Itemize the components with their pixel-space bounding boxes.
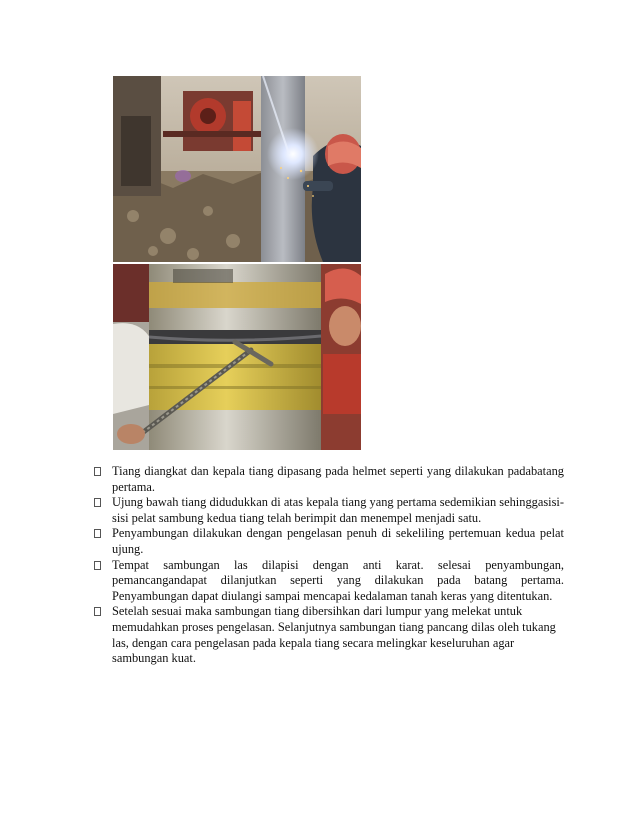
welding-photo xyxy=(113,76,361,262)
list-item: Tiang diangkat dan kepala tiang dipasang pada helmet seperti yang dilakukan padabatang pertama. xyxy=(92,464,564,495)
procedure-list xyxy=(92,464,564,667)
bullet-box-icon xyxy=(94,529,101,538)
list-item: Ujung bawah tiang didudukkan di atas kepala tiang yang pertama sedemikian sehinggasisi-sisi pelat sambung kedua tiang telah berimpit dan menempel menjadi satu. xyxy=(92,495,564,526)
welding-photo-icon xyxy=(113,76,361,262)
pile-joint-photo-icon xyxy=(113,264,361,450)
bullet-box-icon xyxy=(94,561,101,570)
list-item: Tempat sambungan las dilapisi dengan anti karat. selesai penyambungan, pemancangandapat dilanjutkan seperti yang dilakukan pada batang pertama. Penyambungan dapat diulangi sampai mencapai kedalaman tanah keras yang ditentukan. xyxy=(92,558,564,605)
list-item: Setelah sesuai maka sambungan tiang dibersihkan dari lumpur yang melekat untuk memudahkan proses pengelasan. Selanjutnya sambungan tiang pancang dilas oleh tukang las, dengan cara pengelasan pada kepala tiang secara melingkar keseluruhan agar sambungan kuat. xyxy=(92,604,564,666)
bullet-box-icon xyxy=(94,607,101,616)
list-item: Penyambungan dilakukan dengan pengelasan penuh di sekeliling pertemuan kedua pelat ujung. xyxy=(92,526,564,557)
bullet-box-icon xyxy=(94,498,101,507)
bullet-box-icon xyxy=(94,467,101,476)
pile-joint-photo xyxy=(113,264,361,450)
